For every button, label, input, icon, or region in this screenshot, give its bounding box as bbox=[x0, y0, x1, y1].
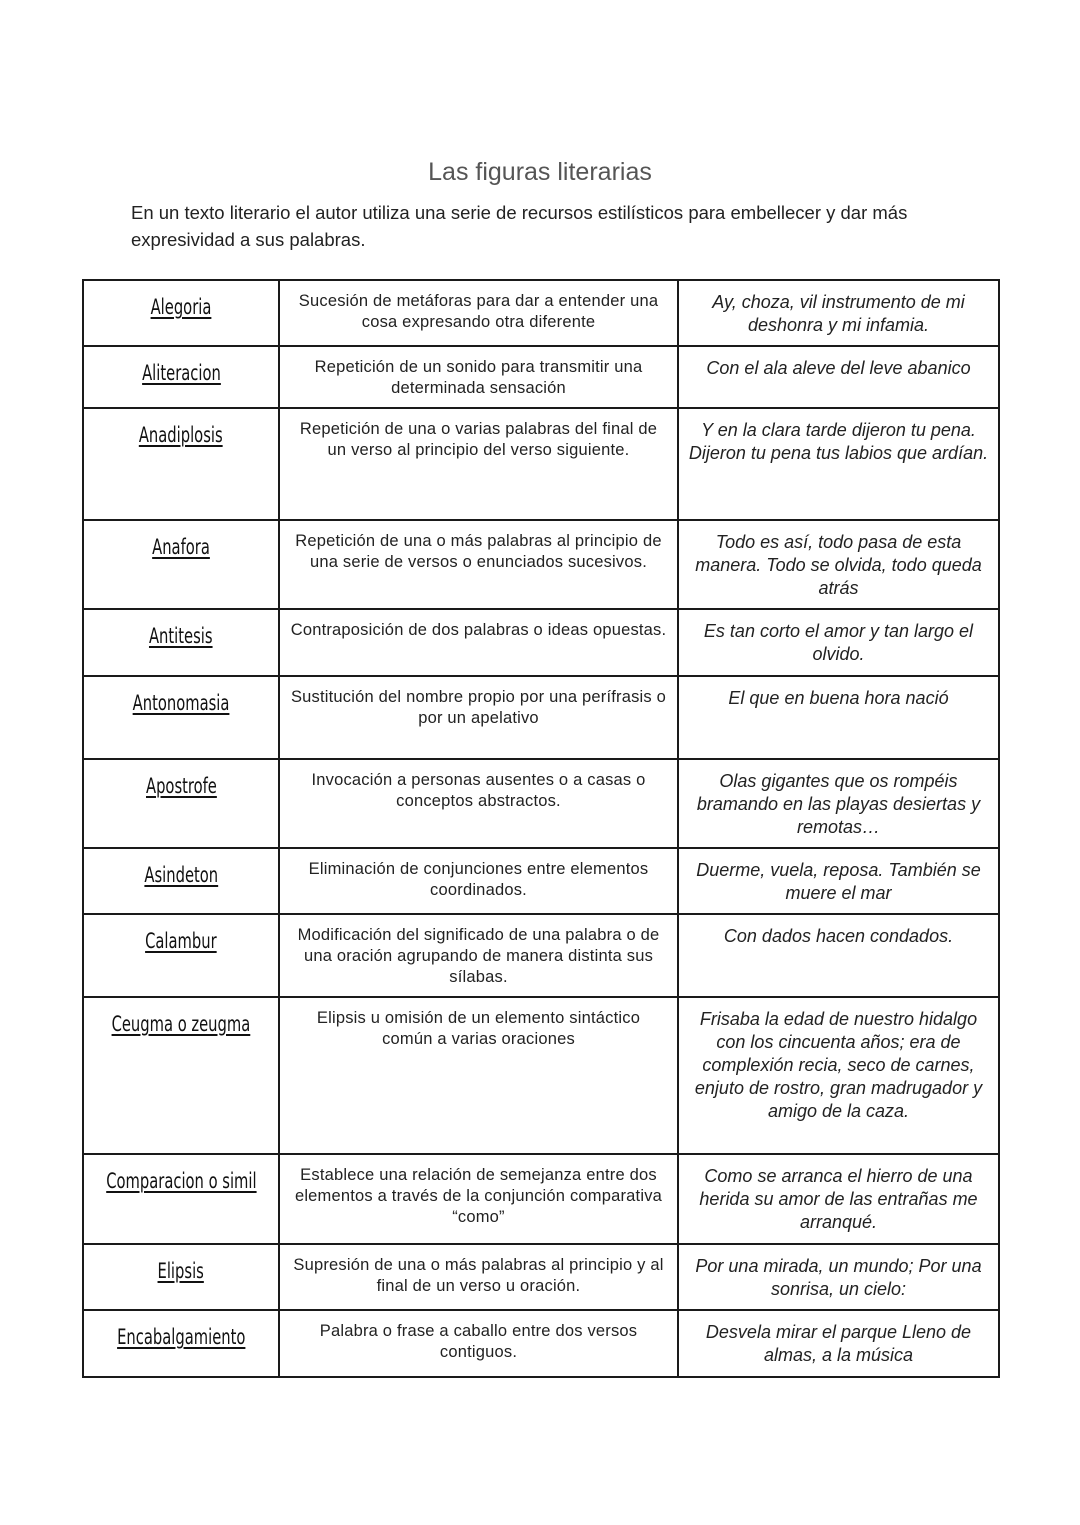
table-row bbox=[83, 1244, 999, 1310]
figure-definition: Repetición de una o más palabras al principio de una serie de versos o enunciados sucesivos. bbox=[279, 520, 678, 609]
table-row bbox=[83, 997, 999, 1154]
figure-term: Anafora bbox=[152, 535, 210, 559]
table-row bbox=[83, 914, 999, 997]
figure-definition: Establece una relación de semejanza entre dos elementos a través de la conjunción comparativa “como” bbox=[279, 1154, 678, 1244]
figure-definition: Elipsis u omisión de un elemento sintáctico común a varias oraciones bbox=[279, 997, 678, 1154]
figure-term: Alegoria bbox=[150, 295, 212, 319]
figure-definition: Supresión de una o más palabras al principio y al final de un verso u oración. bbox=[279, 1244, 678, 1310]
figure-example: Como se arranca el hierro de una herida su amor de las entrañas me arranqué. bbox=[678, 1154, 999, 1244]
figure-term: Elipsis bbox=[157, 1259, 205, 1283]
table-row bbox=[83, 759, 999, 848]
figure-example: Y en la clara tarde dijeron tu pena. Dijeron tu pena tus labios que ardían. bbox=[678, 408, 999, 520]
figure-definition: Modificación del significado de una palabra o de una oración agrupando de manera distinta sus sílabas. bbox=[279, 914, 678, 997]
figure-term: Comparacion o simil bbox=[105, 1169, 257, 1193]
figure-example: Con dados hacen condados. bbox=[678, 914, 999, 997]
figure-term: Ceugma o zeugma bbox=[111, 1012, 251, 1036]
intro-paragraph: En un texto literario el autor utiliza una serie de recursos estilísticos para embellecer y dar más expresividad a sus palabras. bbox=[131, 202, 908, 250]
figure-example: Con el ala aleve del leve abanico bbox=[678, 346, 999, 408]
figure-example: Frisaba la edad de nuestro hidalgo con los cincuenta años; era de complexión recia, seco de carnes, enjuto de rostro, gran madrugador y amigo de la caza. bbox=[678, 997, 999, 1154]
figure-definition: Sustitución del nombre propio por una perífrasis o por un apelativo bbox=[279, 676, 678, 759]
figure-definition: Palabra o frase a caballo entre dos versos contiguos. bbox=[279, 1310, 678, 1377]
figure-term: Antitesis bbox=[149, 624, 213, 648]
figure-term: Asindeton bbox=[144, 863, 218, 887]
figure-example: Duerme, vuela, reposa. También se muere el mar bbox=[678, 848, 999, 914]
literary-figures-table bbox=[82, 279, 1000, 1378]
table-row bbox=[83, 848, 999, 914]
figure-term: Antonomasia bbox=[132, 691, 230, 715]
figure-term: Encabalgamiento bbox=[116, 1325, 246, 1349]
table-row bbox=[83, 676, 999, 759]
figure-definition: Contraposición de dos palabras o ideas opuestas. bbox=[279, 609, 678, 676]
table-row bbox=[83, 408, 999, 520]
figure-definition: Eliminación de conjunciones entre elementos coordinados. bbox=[279, 848, 678, 914]
figure-example: Por una mirada, un mundo; Por una sonrisa, un cielo: bbox=[678, 1244, 999, 1310]
figure-definition: Invocación a personas ausentes o a casas o conceptos abstractos. bbox=[279, 759, 678, 848]
figure-term: Apostrofe bbox=[145, 774, 217, 798]
figure-definition: Repetición de un sonido para transmitir una determinada sensación bbox=[279, 346, 678, 408]
figure-term: Aliteracion bbox=[141, 361, 221, 385]
figure-example: Olas gigantes que os rompéis bramando en las playas desiertas y remotas… bbox=[678, 759, 999, 848]
table-row bbox=[83, 346, 999, 408]
table-row bbox=[83, 609, 999, 676]
figure-example: Desvela mirar el parque Lleno de almas, a la música bbox=[678, 1310, 999, 1377]
figure-definition: Sucesión de metáforas para dar a entender una cosa expresando otra diferente bbox=[279, 280, 678, 346]
figure-term: Anadiplosis bbox=[139, 423, 223, 447]
figure-example: Ay, choza, vil instrumento de mi deshonra y mi infamia. bbox=[678, 280, 999, 346]
figure-definition: Repetición de una o varias palabras del final de un verso al principio del verso siguiente. bbox=[279, 408, 678, 520]
figure-example: El que en buena hora nació bbox=[678, 676, 999, 759]
figure-term: Calambur bbox=[145, 929, 217, 953]
figure-example: Es tan corto el amor y tan largo el olvido. bbox=[678, 609, 999, 676]
table-row bbox=[83, 520, 999, 609]
table-row bbox=[83, 280, 999, 346]
figure-example: Todo es así, todo pasa de esta manera. Todo se olvida, todo queda atrás bbox=[678, 520, 999, 609]
page-title: Las figuras literarias bbox=[428, 158, 652, 186]
table-row bbox=[83, 1154, 999, 1244]
table-row bbox=[83, 1310, 999, 1377]
